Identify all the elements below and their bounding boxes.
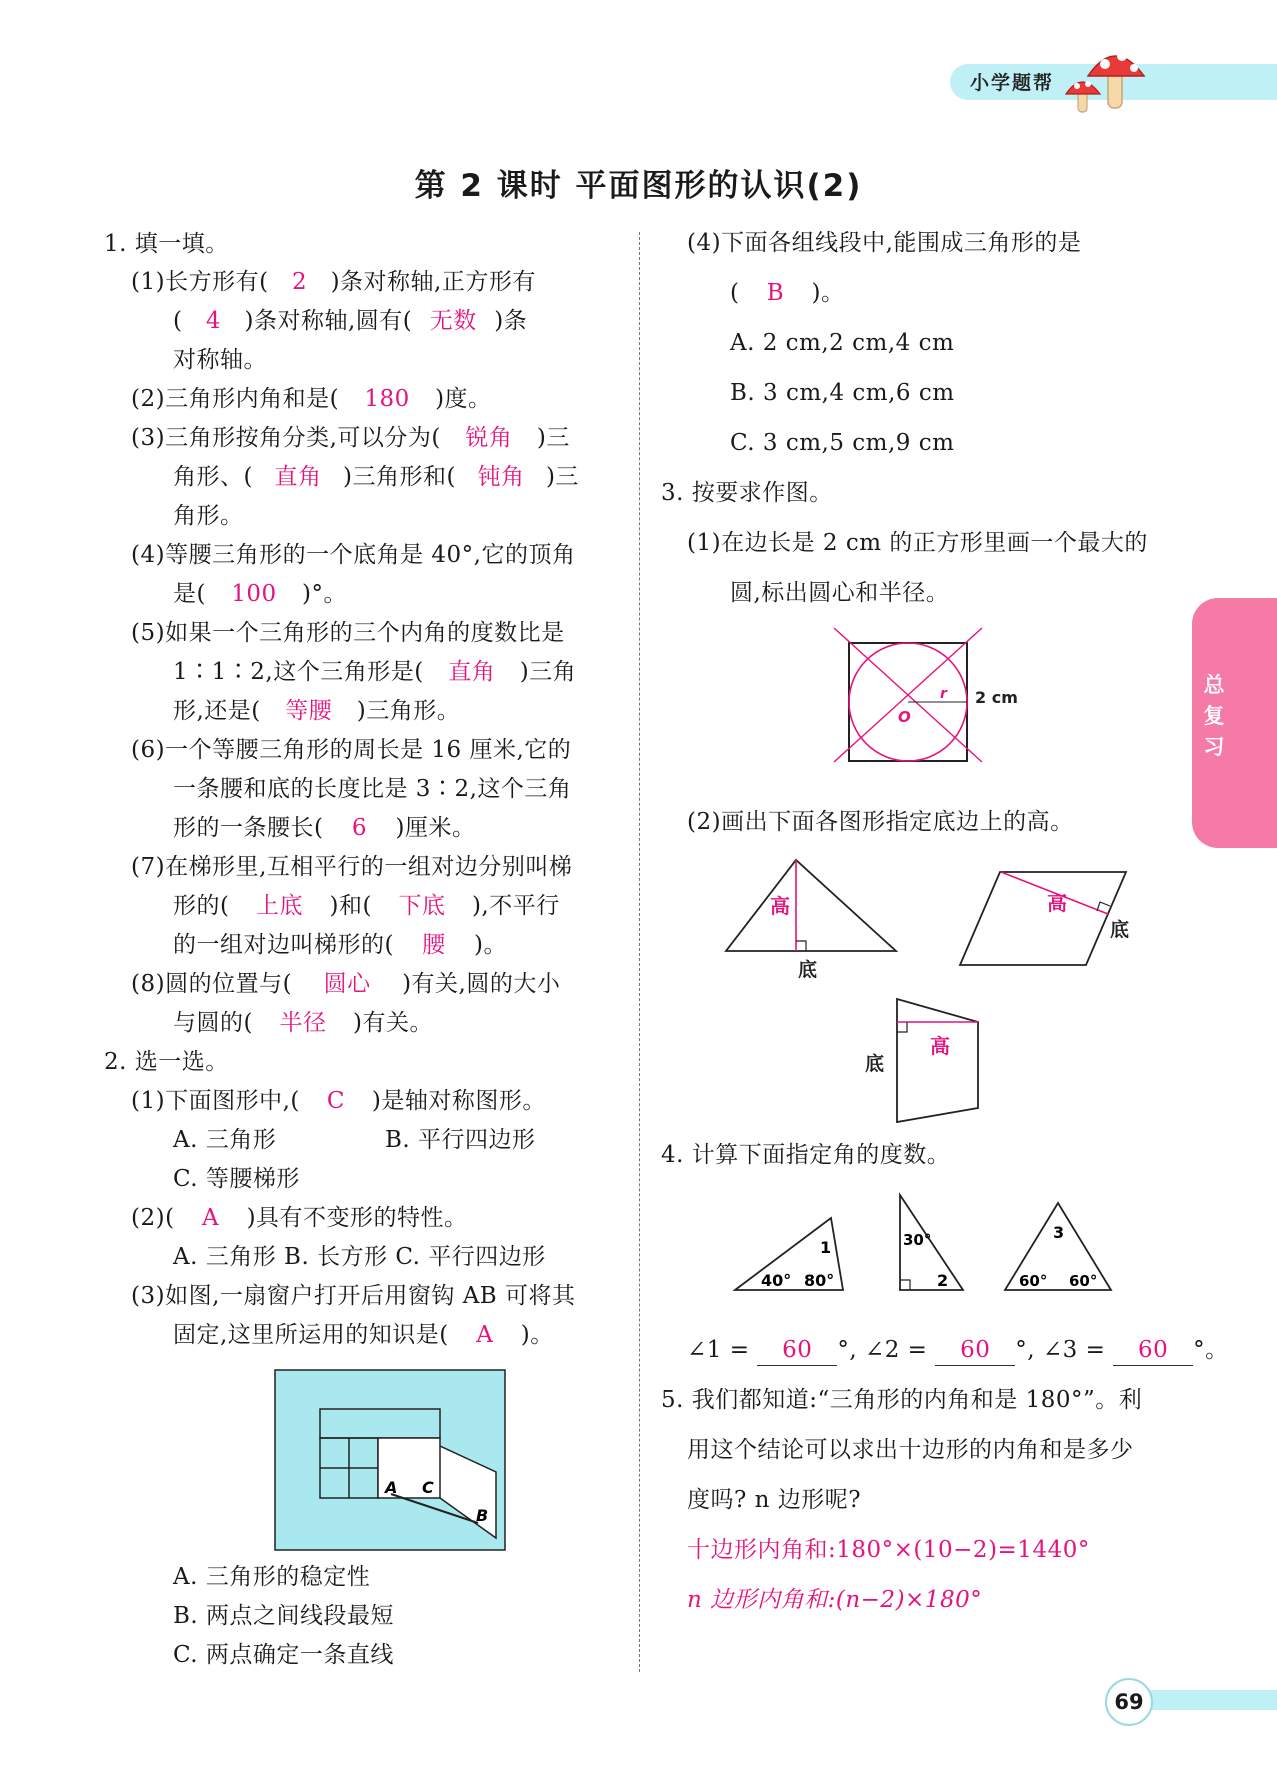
- q2-2-options: A. 三角形 B. 长方形 C. 平行四边形: [173, 1244, 546, 1270]
- q2-1-line1: (1)下面图形中,( C )是轴对称图形。: [131, 1088, 546, 1114]
- height-figures: [720, 850, 1140, 1130]
- angle-triangles: [725, 1185, 1135, 1305]
- answer-blank: 等腰: [285, 698, 333, 724]
- answer-blank: 直角: [448, 659, 496, 685]
- q1-5-line1: (5)如果一个三角形的三个内角的度数比是: [131, 620, 565, 646]
- angle-label: 60°: [1019, 1272, 1048, 1290]
- answer-blank: 60: [757, 1335, 837, 1366]
- angle-label: 3: [1053, 1223, 1065, 1242]
- q5-line1: 5. 我们都知道:“三角形的内角和是 180°”。利: [661, 1387, 1143, 1413]
- q1-1-line2: ( 4 )条对称轴,圆有( 无数 )条: [173, 308, 528, 334]
- q2-4-option-a: A. 2 cm,2 cm,4 cm: [730, 330, 955, 356]
- column-divider: [639, 232, 640, 1672]
- answer-blank: 180: [364, 386, 410, 412]
- answer-blank: A: [202, 1205, 220, 1231]
- square-circle-figure: [830, 625, 1030, 765]
- answer-blank: 锐角: [465, 425, 513, 451]
- angle-label: 2: [937, 1271, 949, 1290]
- gao-label: 高: [930, 1034, 950, 1058]
- q5-answer1: 十边形内角和:180°×(10−2)=1440°: [687, 1537, 1090, 1563]
- q2-4-option-b: B. 3 cm,4 cm,6 cm: [730, 380, 955, 406]
- di-label: 底: [798, 959, 818, 981]
- answer-blank: 60: [935, 1335, 1015, 1366]
- gao-label: 高: [1047, 891, 1067, 915]
- q3-1-line1: (1)在边长是 2 cm 的正方形里画一个最大的: [687, 530, 1148, 556]
- q1-7-line2: 形的( 上底 )和( 下底 ),不平行: [173, 893, 560, 919]
- q4-title: 4. 计算下面指定角的度数。: [661, 1142, 951, 1168]
- q4-answers: ∠1 = 60 °, ∠2 = 60 °, ∠3 = 60 °。: [687, 1335, 1229, 1366]
- angle-label: 60°: [1069, 1272, 1098, 1290]
- brand-label: 小学题帮: [970, 72, 1055, 94]
- q1-3-line2: 角形、( 直角 )三角形和( 钝角 )三: [173, 464, 579, 490]
- q1-1-line3: 对称轴。: [173, 347, 267, 373]
- di-label: 底: [1110, 919, 1130, 941]
- answer-blank: 无数: [429, 308, 477, 334]
- q2-4-line2: ( B )。: [730, 280, 845, 306]
- q1-3-line3: 角形。: [173, 503, 244, 529]
- q1-8-line2: 与圆的( 半径 )有关。: [173, 1010, 433, 1036]
- q2-1-option-a: A. 三角形: [173, 1127, 277, 1153]
- answer-blank: 圆心: [323, 971, 371, 997]
- q1-8-line1: (8)圆的位置与( 圆心 )有关,圆的大小: [131, 971, 561, 997]
- answer-blank: 钝角: [477, 464, 525, 490]
- q2-4-option-c: C. 3 cm,5 cm,9 cm: [730, 430, 955, 456]
- page-number: 69: [1105, 1678, 1153, 1726]
- q1-6-line1: (6)一个等腰三角形的周长是 16 厘米,它的: [131, 737, 572, 763]
- q2-3-line1: (3)如图,一扇窗户打开后用窗钩 AB 可将其: [131, 1283, 576, 1309]
- di-label: 底: [865, 1053, 885, 1075]
- q1-2-line1: (2)三角形内角和是( 180 )度。: [131, 386, 492, 412]
- q1-5-line3: 形,还是( 等腰 )三角形。: [173, 698, 461, 724]
- q1-4-line1: (4)等腰三角形的一个底角是 40°,它的顶角: [131, 542, 576, 568]
- angle-label: 80°: [804, 1271, 835, 1290]
- q2-4-line1: (4)下面各组线段中,能围成三角形的是: [687, 230, 1082, 256]
- q1-7-line1: (7)在梯形里,互相平行的一组对边分别叫梯: [131, 854, 573, 880]
- answer-blank: C: [326, 1088, 345, 1114]
- q1-5-line2: 1∶1∶2,这个三角形是( 直角 )三角: [173, 659, 577, 685]
- answer-blank: 6: [351, 815, 368, 841]
- q2-1-option-c: C. 等腰梯形: [173, 1166, 300, 1192]
- q2-1-option-b: B. 平行四边形: [385, 1127, 536, 1153]
- answer-blank: 2: [291, 269, 308, 295]
- angle-label: 30°: [903, 1231, 932, 1249]
- label-b: B: [476, 1506, 489, 1525]
- answer-blank: 60: [1113, 1335, 1193, 1366]
- gao-label: 高: [770, 894, 790, 918]
- answer-blank: 半径: [279, 1010, 327, 1036]
- q1-1-line1: (1)长方形有( 2 )条对称轴,正方形有: [131, 269, 536, 295]
- mushroom-icon: [1060, 42, 1150, 114]
- answer-blank: 腰: [422, 932, 446, 958]
- answer-blank: 4: [205, 308, 222, 334]
- q1-3-line1: (3)三角形按角分类,可以分为( 锐角 )三: [131, 425, 570, 451]
- page-title: 第 2 课时 平面图形的认识(2): [414, 168, 863, 204]
- center-label: O: [898, 708, 911, 726]
- q5-line3: 度吗? n 边形呢?: [687, 1487, 862, 1513]
- q2-3-option-a: A. 三角形的稳定性: [173, 1564, 371, 1590]
- q2-title: 2. 选一选。: [104, 1049, 229, 1075]
- label-c: C: [422, 1478, 434, 1497]
- side-length-label: 2 cm: [975, 688, 1018, 707]
- q1-7-line3: 的一组对边叫梯形的( 腰 )。: [173, 932, 507, 958]
- q1-4-line2: 是( 100 )°。: [173, 581, 347, 607]
- answer-blank: A: [476, 1322, 494, 1348]
- answer-blank: 直角: [274, 464, 322, 490]
- angle-label: 1: [820, 1238, 832, 1257]
- answer-blank: B: [766, 280, 785, 306]
- q1-6-line3: 形的一条腰长( 6 )厘米。: [173, 815, 476, 841]
- window-figure: [274, 1369, 506, 1551]
- radius-label: r: [940, 686, 947, 702]
- angle-label: 40°: [761, 1271, 792, 1290]
- q3-title: 3. 按要求作图。: [661, 480, 833, 506]
- q2-3-option-c: C. 两点确定一条直线: [173, 1642, 394, 1668]
- q3-1-line2: 圆,标出圆心和半径。: [730, 580, 950, 606]
- page-number-bar: [1150, 1690, 1277, 1710]
- answer-blank: 100: [231, 581, 277, 607]
- q1-title: 1. 填一填。: [104, 231, 229, 257]
- q2-2-line1: (2)( A )具有不变形的特性。: [131, 1205, 468, 1231]
- answer-blank: 下底: [398, 893, 446, 919]
- q3-2-line1: (2)画出下面各图形指定底边上的高。: [687, 809, 1074, 835]
- q2-3-option-b: B. 两点之间线段最短: [173, 1603, 395, 1629]
- q5-line2: 用这个结论可以求出十边形的内角和是多少: [687, 1437, 1134, 1463]
- label-a: A: [385, 1478, 398, 1497]
- q5-answer2: n 边形内角和:(n−2)×180°: [687, 1587, 983, 1613]
- q1-6-line2: 一条腰和底的长度比是 3∶2,这个三角: [173, 776, 572, 802]
- q2-3-line2: 固定,这里所运用的知识是( A )。: [173, 1322, 554, 1348]
- side-tab-label: 总复习: [1203, 673, 1225, 759]
- answer-blank: 上底: [255, 893, 303, 919]
